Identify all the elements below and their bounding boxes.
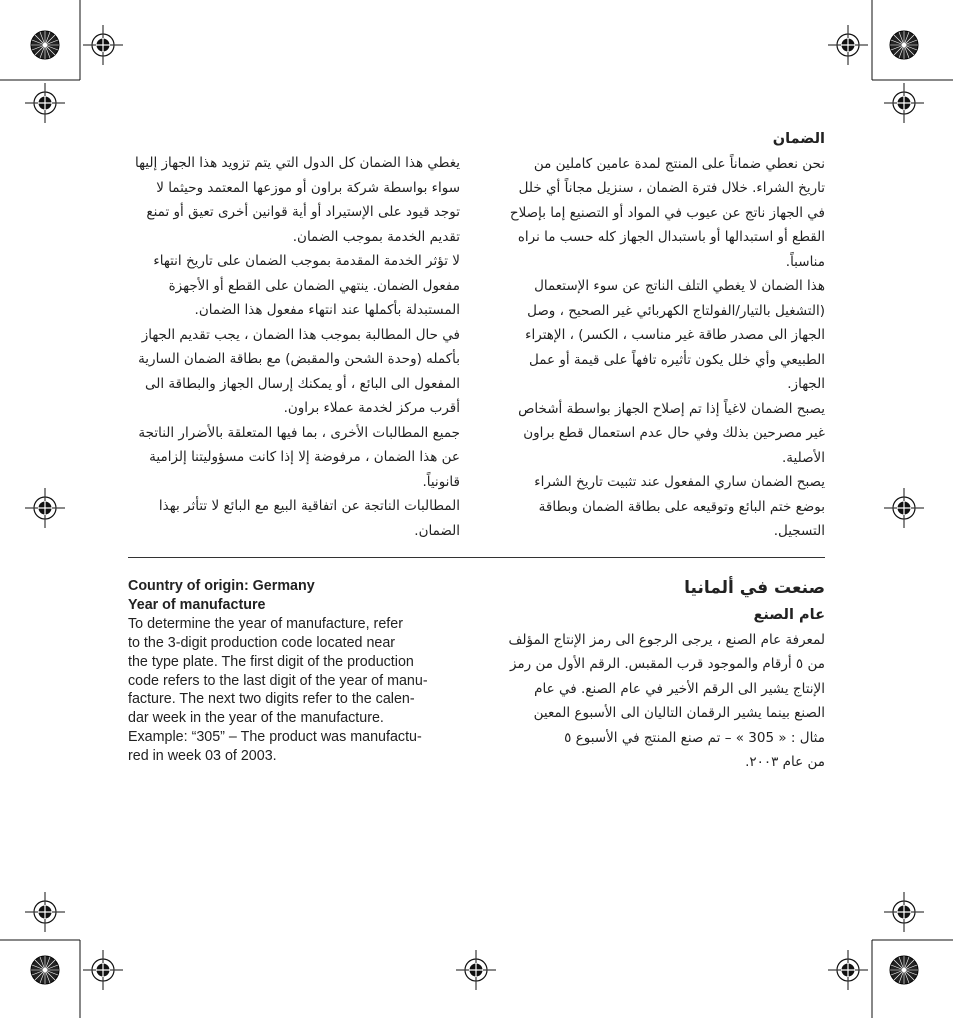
arabic-warranty-paragraph: يصبح الضمان ساري المفعول عند تثبيت تاريخ الشراء بوضع ختم البائع وتوقيعه على بطاقة الضمان وبطاقة التسجيل. bbox=[534, 474, 825, 539]
text-line: code refers to the last digit of the year of manu- bbox=[128, 672, 428, 689]
registration-target-icon bbox=[456, 950, 496, 990]
arabic-warranty-paragraph: المطالبات الناتجة عن اتفاقية البيع مع البائع لا تتأثر بهذا الضمان. bbox=[158, 498, 460, 539]
text-line: the type plate. The first digit of the production bbox=[128, 653, 414, 670]
arabic-warranty-paragraph: جميع المطالبات الأخرى ، بما فيها المتعلقة بالأضرار الناتجة عن هذا الضمان ، مرفوضة إلا إذا كانت مسؤوليتنا إلزامية قانونياً. bbox=[138, 424, 460, 490]
registration-target-icon bbox=[83, 25, 123, 65]
text-line: dar week in the year of the manufacture. bbox=[128, 710, 384, 727]
arabic-year-line: من عام ٢٠٠٣. bbox=[745, 754, 825, 770]
text-line: To determine the year of manufacture, refer bbox=[128, 615, 403, 632]
registration-target-icon bbox=[884, 83, 924, 123]
registration-target-icon bbox=[828, 950, 868, 990]
text-line: to the 3-digit production code located near bbox=[128, 634, 396, 651]
arabic-warranty-left-column bbox=[128, 151, 460, 543]
registration-target-icon bbox=[25, 83, 65, 123]
arabic-warranty-paragraph: يغطي هذا الضمان كل الدول التي يتم تزويد هذا الجهاز إليها سواء بواسطة شركة براون أو موزعها المعتمد وحيثما لا توجد قيود على الإستيراد أو أية قوانين أخرى تعيق أو تمنع تقديم الخدمة بموجب الضمان. bbox=[134, 155, 460, 245]
arabic-origin-paragraph: لمعرفة عام الصنع ، يرجى الرجوع الى رمز الإنتاج المؤلف من ٥ أرقام والموجود قرب المقبس. الرقم الأول من رمز الإنتاج يشير الى الرقم الأخير في عام الصنع. في عام الصنع بينما يشير الرقمان التاليان الى الأسبوع المعين bbox=[508, 631, 825, 721]
arabic-warranty-paragraph: هذا الضمان لا يغطي التلف الناتج عن سوء الإستعمال (التشغيل بالتيار/الفولتاج الكهربائي غير الصحيح ، وصل الجهاز الى مصدر طاقة غير مناسب ، الكسر) ، الإهتراء الطبيعي وأي خلل يكون تأثيره تافهاً على قيمة أو عمل الجهاز. bbox=[525, 278, 825, 392]
registration-target-icon bbox=[25, 488, 65, 528]
country-of-origin: Country of origin: Germany bbox=[128, 578, 315, 594]
registration-star-icon bbox=[890, 31, 918, 59]
arabic-example-line: مثال : « 305 » – تم صنع المنتج في الأسبوع ٥ bbox=[564, 729, 825, 746]
arabic-year-heading: عام الصنع bbox=[753, 607, 825, 623]
text-line: Example: “305” – The product was manufactu- bbox=[128, 729, 422, 746]
registration-target-icon bbox=[828, 25, 868, 65]
registration-star-icon bbox=[890, 956, 918, 984]
text-line: red in week 03 of 2003. bbox=[128, 748, 277, 765]
text-line: facture. The next two digits refer to the calen- bbox=[128, 691, 415, 708]
arabic-warranty-paragraph: نحن نعطي ضماناً على المنتج لمدة عامين كاملين من تاريخ الشراء. خلال فترة الضمان ، سنزيل مجاناً أي خلل في الجهاز ناتج عن عيوب في المواد أو التصنيع إما بإصلاح القطع أو استبدالها أو باستبدال الجهاز كله حسب ما نراه مناسباً. bbox=[509, 155, 825, 270]
english-origin-section bbox=[128, 577, 463, 766]
arabic-warranty-paragraph: في حال المطالبة بموجب هذا الضمان ، يجب تقديم الجهاز بأكمله (وحدة الشحن والمقبض) مع بطاقة الضمان السارية المفعول الى البائع ، أو يمكنك إرسال الجهاز والبطاقة الى أقرب مركز لخدمة عملاء براون. bbox=[138, 326, 460, 416]
year-of-manufacture-heading: Year of manufacture bbox=[128, 596, 266, 613]
registration-star-icon bbox=[31, 956, 59, 984]
registration-star-icon bbox=[31, 31, 59, 59]
arabic-warranty-paragraph: يصبح الضمان لاغياً إذا تم إصلاح الجهاز بواسطة أشخاص غير مصرحين بذلك وفي حال عدم استعمال قطع براون الأصلية. bbox=[518, 400, 825, 466]
arabic-origin-section bbox=[503, 573, 825, 775]
registration-target-icon bbox=[83, 950, 123, 990]
arabic-country-of-origin: صنعت في ألمانيا bbox=[684, 578, 825, 598]
registration-target-icon bbox=[884, 488, 924, 528]
registration-target-icon bbox=[25, 892, 65, 932]
arabic-warranty-paragraph: لا تؤثر الخدمة المقدمة بموجب الضمان على تاريخ انتهاء مفعول الضمان. ينتهي الضمان على القطع أو الأجهزة المستبدلة بأكملها عند انتهاء مفعول هذا الضمان. bbox=[153, 253, 460, 318]
arabic-warranty-title: الضمان bbox=[772, 131, 825, 147]
section-divider bbox=[128, 557, 825, 558]
arabic-warranty-right-column bbox=[503, 127, 825, 544]
registration-target-icon bbox=[884, 892, 924, 932]
